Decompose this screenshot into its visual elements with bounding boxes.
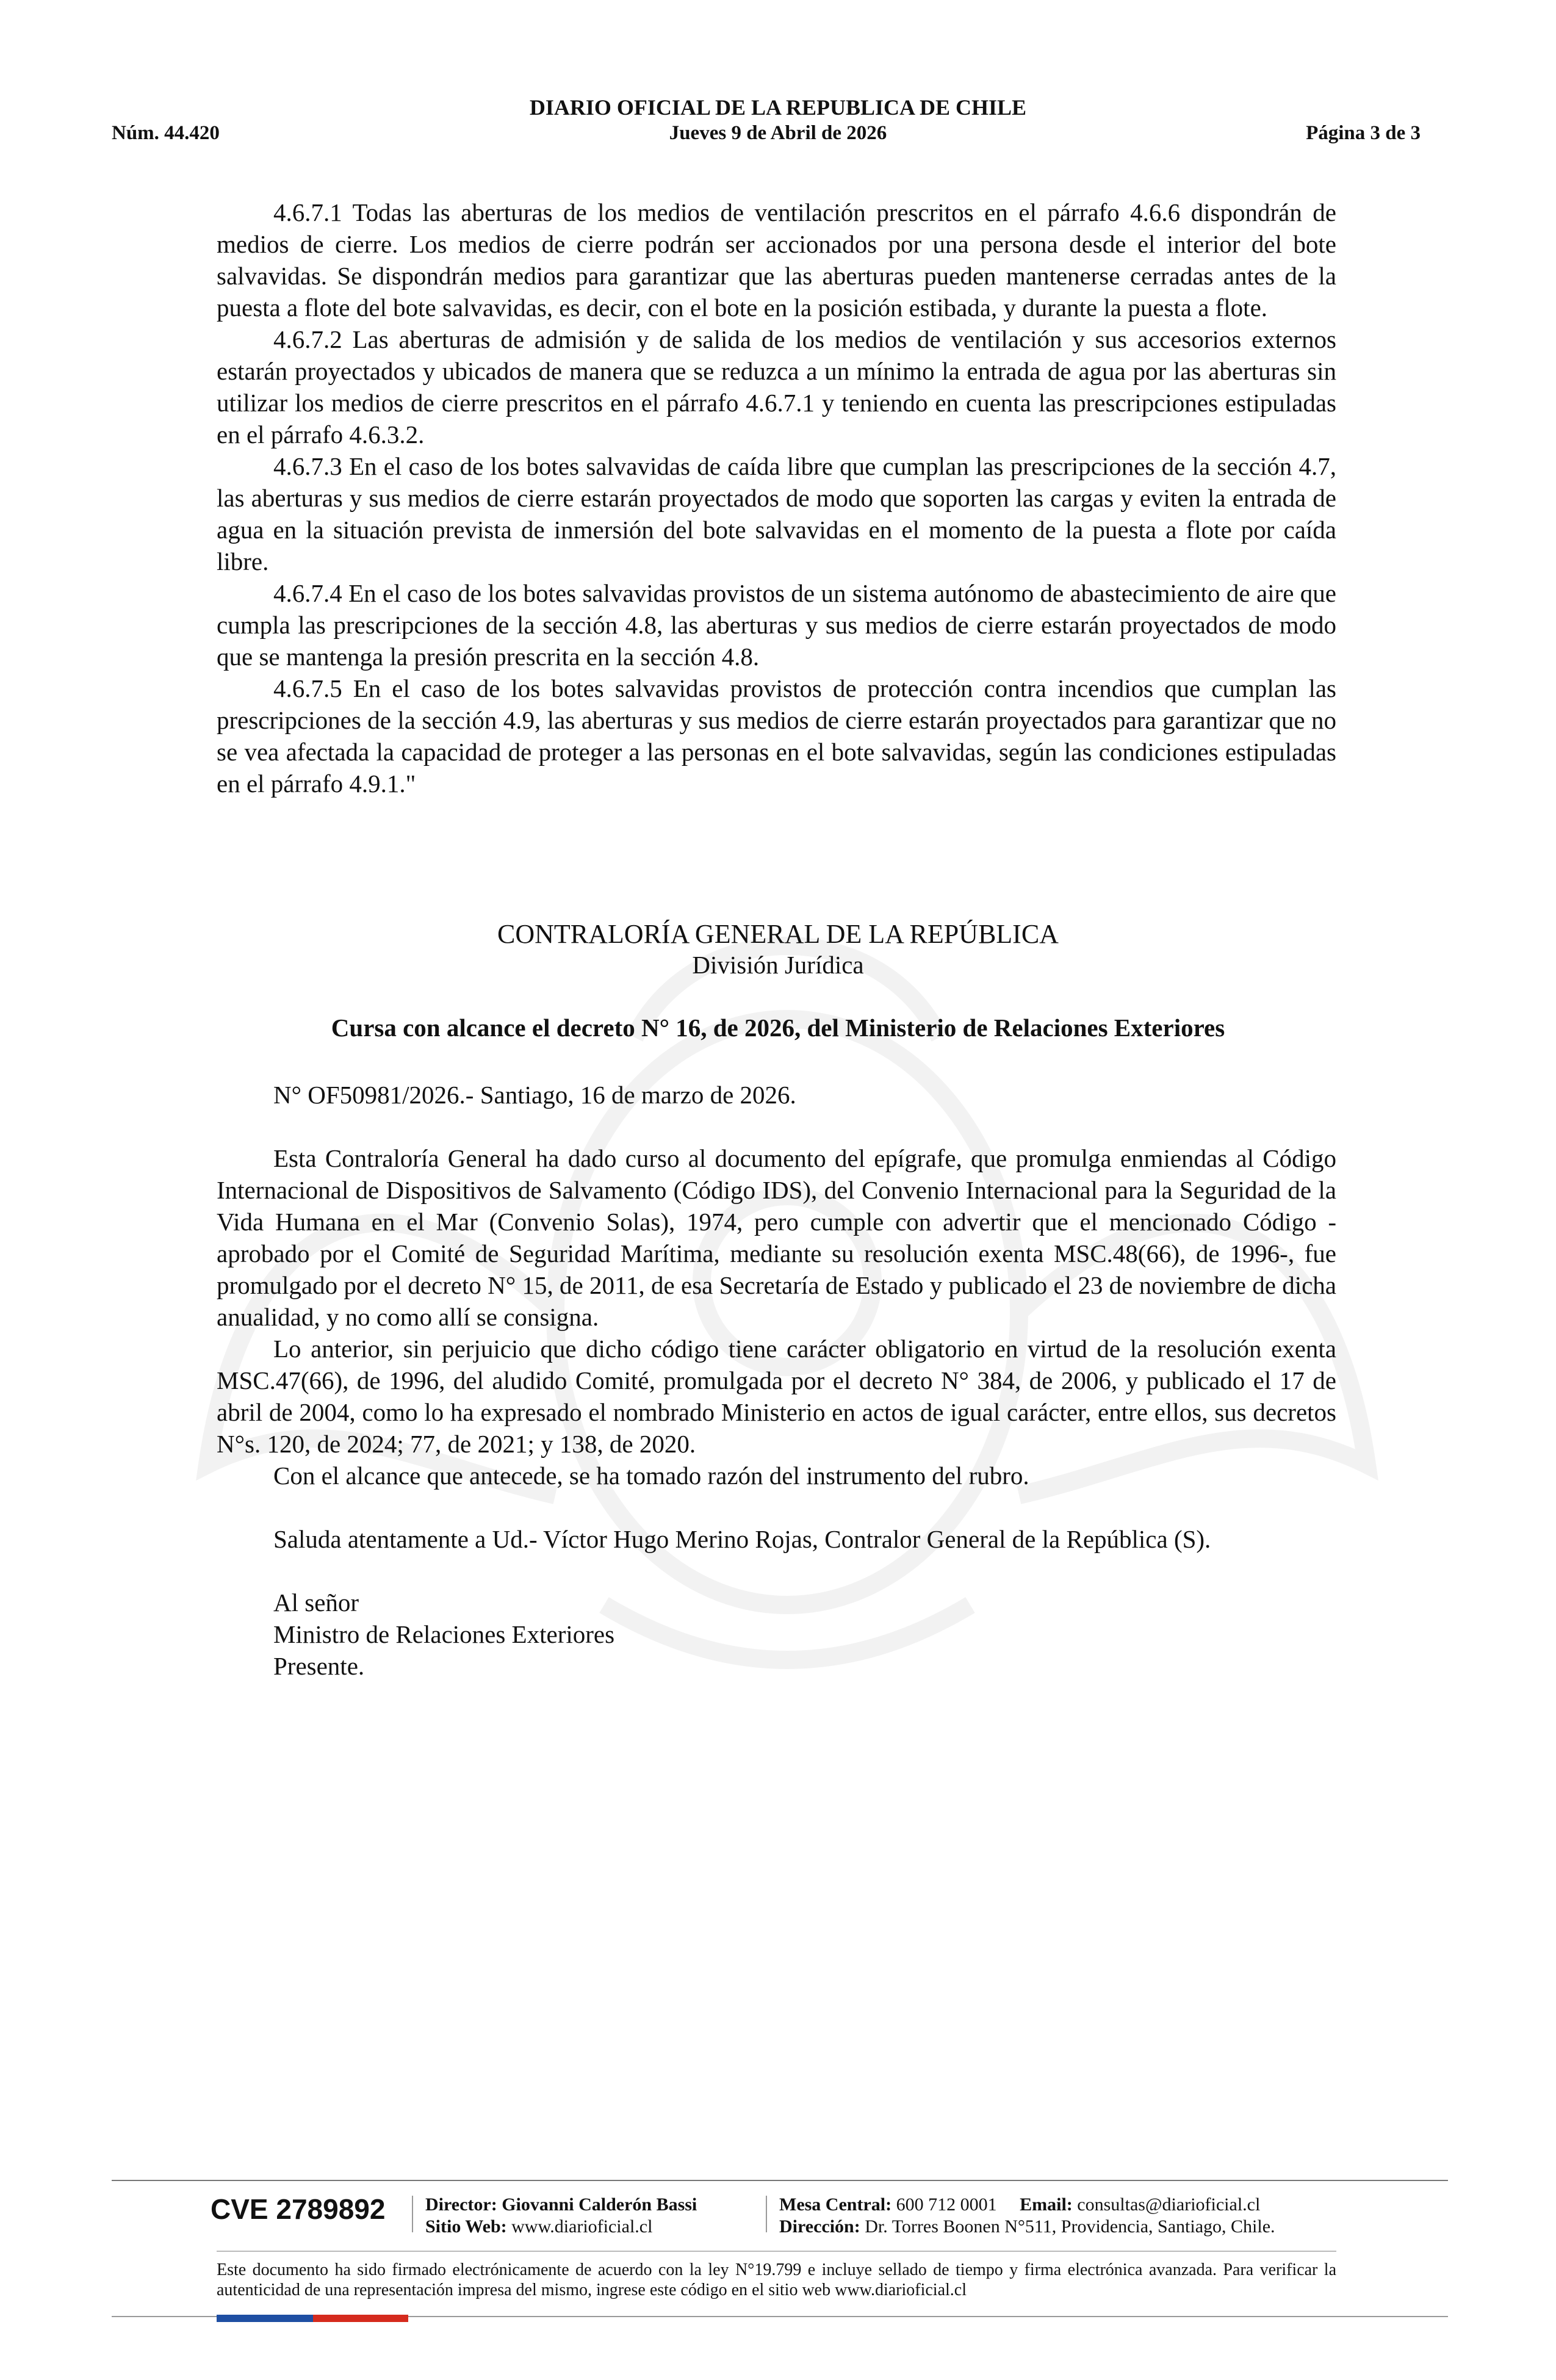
body-paragraph-3: Con el alcance que antecede, se ha tomado razón del instrumento del rubro. xyxy=(273,1462,1029,1490)
email-label: Email: xyxy=(1020,2194,1073,2215)
paragraph-4-6-7-1: 4.6.7.1 Todas las aberturas de los medios de ventilación prescritos en el párrafo 4.6.6 dispondrán de medios de cierre. Los medios de cierre podrán ser accionados por una persona desde el interior del bote salvavidas. Se dispondrán medios para garantizar que las aberturas pueden mantenerse cerradas antes de la puesta a flote del bote salvavidas, es decir, con el bote en la posición estibada, y durante la puesta a flote. xyxy=(217,198,1336,322)
signature-notice: Este documento ha sido firmado electrónicamente de acuerdo con la ley N°19.799 e incluye sellado de tiempo y firma electrónica avanzada. Para verificar la autenticidad de una representación impresa del mismo, ingrese este código en el sitio web www.diarioficial.cl xyxy=(217,2260,1336,2299)
flag-stripe-blue xyxy=(217,2315,313,2322)
paragraph-4-6-7-4: 4.6.7.4 En el caso de los botes salvavidas provistos de un sistema autónomo de abastecimiento de aire que cumpla las prescripciones de la sección 4.8, las aberturas y sus medios de cierre estarán proyectados de modo que se mantenga la presión prescrita en la sección 4.8. xyxy=(217,579,1336,671)
addressee-line-3: Presente. xyxy=(273,1652,365,1680)
lifeboat-regulations-text xyxy=(217,197,1336,799)
address-label: Dirección: xyxy=(779,2216,860,2237)
salutation: Saluda atentamente a Ud.- Víctor Hugo Merino Rojas, Contralor General de la República (S). xyxy=(273,1525,1211,1553)
flag-stripe-red xyxy=(313,2315,408,2322)
footer-contact-info xyxy=(779,2194,1275,2238)
issue-date: Jueves 9 de Abril de 2026 xyxy=(669,122,887,144)
contraloria-text xyxy=(217,1079,1336,1682)
addressee-line-2: Ministro de Relaciones Exteriores xyxy=(273,1620,615,1648)
director-name: Giovanni Calderón Bassi xyxy=(502,2194,697,2215)
phone-label: Mesa Central: xyxy=(779,2194,892,2215)
paragraph-4-6-7-5: 4.6.7.5 En el caso de los botes salvavidas provistos de protección contra incendios que cumplan las prescripciones de la sección 4.9, las aberturas y sus medios de cierre estarán proyectados para garantizar que no se vea afectada la capacidad de proteger a las personas en el bote salvavidas, según las condiciones estipuladas en el párrafo 4.9.1." xyxy=(217,674,1336,798)
division-subtitle: División Jurídica xyxy=(692,951,864,979)
footer-note-divider xyxy=(217,2251,1336,2252)
cve-code: CVE 2789892 xyxy=(211,2193,386,2225)
footer-divider xyxy=(112,2180,1448,2181)
body-paragraph-2: Lo anterior, sin perjuicio que dicho código tiene carácter obligatorio en virtud de la resolución exenta MSC.47(66), de 1996, del aludido Comité, promulgada por el decreto N° 384, de 2006, y publicado el 17 de abril de 2004, como lo ha expresado el nombrado Ministerio en actos de igual carácter, entre ellos, sus decretos N°s. 120, de 2024; 77, de 2021; y 138, de 2020. xyxy=(217,1335,1336,1458)
director-label: Director: xyxy=(425,2194,497,2215)
address-value: Dr. Torres Boonen N°511, Providencia, Santiago, Chile. xyxy=(865,2216,1275,2237)
footer-editorial-info xyxy=(425,2194,697,2238)
page-indicator: Página 3 de 3 xyxy=(1306,122,1421,144)
reference-line: N° OF50981/2026.- Santiago, 16 de marzo de 2026. xyxy=(273,1081,796,1109)
addressee-line-1: Al señor xyxy=(273,1588,359,1617)
website-link[interactable]: www.diarioficial.cl xyxy=(511,2216,653,2237)
issue-number: Núm. 44.420 xyxy=(112,122,220,144)
footer-separator xyxy=(412,2196,413,2232)
decree-heading: Cursa con alcance el decreto N° 16, de 2026, del Ministerio de Relaciones Exteriores xyxy=(331,1014,1225,1042)
phone-number: 600 712 0001 xyxy=(896,2194,997,2215)
paragraph-4-6-7-3: 4.6.7.3 En el caso de los botes salvavidas de caída libre que cumplan las prescripciones de la sección 4.7, las aberturas y sus medios de cierre estarán proyectados de modo que soporten las cargas y eviten la entrada de agua en la situación prevista de inmersión del bote salvavidas en el momento de la puesta a flote por caída libre. xyxy=(217,452,1336,575)
paragraph-4-6-7-2: 4.6.7.2 Las aberturas de admisión y de salida de los medios de ventilación y sus accesorios externos estarán proyectados y ubicados de manera que se reduzca a un mínimo la entrada de agua por las aberturas sin utilizar los medios de cierre prescritos en el párrafo 4.6.7.1 y teniendo en cuenta las prescripciones estipuladas en el párrafo 4.6.3.2. xyxy=(217,325,1336,449)
institution-title: CONTRALORÍA GENERAL DE LA REPÚBLICA xyxy=(497,919,1059,949)
footer-separator xyxy=(766,2196,767,2232)
email-link[interactable]: consultas@diarioficial.cl xyxy=(1077,2194,1261,2215)
body-paragraph-1: Esta Contraloría General ha dado curso al documento del epígrafe, que promulga enmiendas al Código Internacional de Dispositivos de Salvamento (Código IDS), del Convenio Internacional para la Seguridad de la Vida Humana en el Mar (Convenio Solas), 1974, pero cumple con advertir que el mencionado Código -aprobado por el Comité de Seguridad Marítima, mediante su resolución exenta MSC.48(66), de 1996-, fue promulgado por el decreto N° 15, de 2011, de esa Secretaría de Estado y publicado el 23 de noviembre de dicha anualidad, y no como allí se consigna. xyxy=(217,1144,1336,1331)
newspaper-title: DIARIO OFICIAL DE LA REPUBLICA DE CHILE xyxy=(529,95,1027,120)
website-label: Sitio Web: xyxy=(425,2216,507,2237)
